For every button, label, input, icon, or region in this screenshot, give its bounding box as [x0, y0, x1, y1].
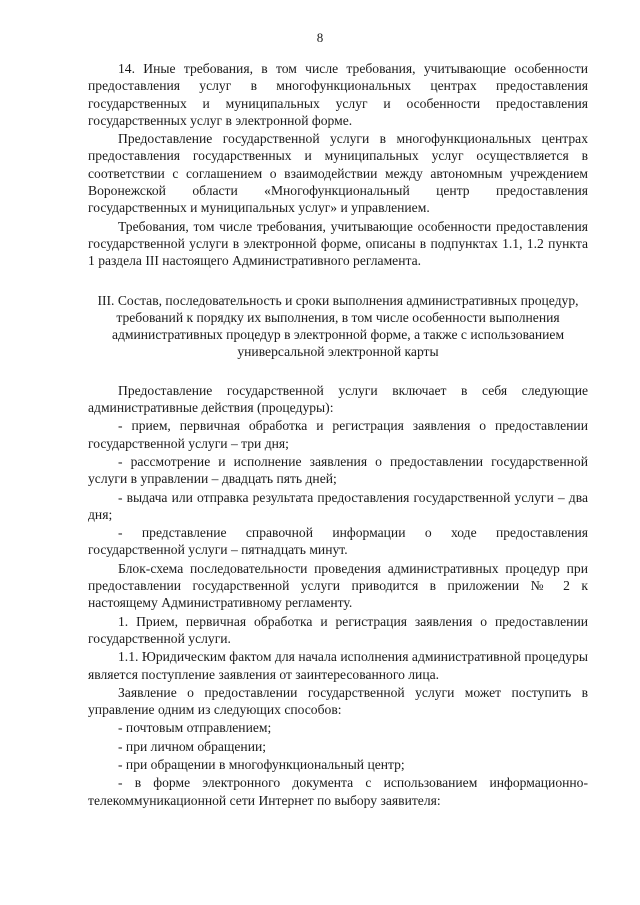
list-item-method: - почтовым отправлением;: [118, 720, 272, 736]
section-title: III. Состав, последовательность и сроки выполнения административных процедур, требований к порядку их выполнения, в том числе особенности выполнения административных процедур в электронной форме, а также с использованием универсальной электронной карты: [97, 292, 579, 360]
paragraph-submission-methods: Заявление о предоставлении государственной услуги может поступить в управление одним из следующих способов:: [88, 684, 588, 718]
list-item-method: - при личном обращении;: [118, 738, 267, 754]
paragraph-requirements-heading: 14. Иные требования, в том числе требования, учитывающие особенности предоставления услуг в многофункциональных центрах предоставления государственных и муниципальных услуг и особенности предоставления государственных услуг в электронной форме.: [88, 61, 588, 128]
paragraph-mfc: Предоставление государственной услуги в многофункциональных центрах предоставления государственных и муниципальных услуг осуществляется в соответствии с соглашением о взаимодействии между автономным учреждением Воронежской области «Многофункциональный центр предоставления государственных и муниципальных услуг» и управлением.: [88, 131, 588, 216]
list-item-procedure: - представление справочной информации о ходе предоставления государственной услуги – пятнадцать минут.: [88, 525, 588, 558]
paragraph-subsection-1-1: 1.1. Юридическим фактом для начала исполнения административной процедуры является поступление заявления от заинтересованного лица.: [88, 649, 588, 682]
list-item-method: - в форме электронного документа с использованием информационно-телекоммуникационной сети Интернет по выбору заявителя:: [88, 775, 588, 808]
page-number: 8: [316, 30, 324, 45]
paragraph-procedures-intro: Предоставление государственной услуги включает в себя следующие административные действия (процедуры):: [88, 382, 588, 416]
document-body: [88, 60, 588, 809]
paragraph-flowchart: Блок-схема последовательности проведения административных процедур при предоставлении государственной услуги приводится в приложении № 2 к настоящему Административному регламенту.: [88, 560, 588, 611]
paragraph-subsection-1: 1. Прием, первичная обработка и регистрация заявления о предоставлении государственной услуги.: [88, 613, 588, 646]
list-item-procedure: - рассмотрение и исполнение заявления о предоставлении государственной услуги в управлении – двадцать пять дней;: [88, 453, 588, 487]
list-item-procedure: - выдача или отправка результата предоставления государственной услуги – два дня;: [88, 489, 588, 522]
paragraph-electronic-requirements: Требования, том числе требования, учитывающие особенности предоставления государственной услуги в электронной форме, описаны в подпунктах 1.1, 1.2 пункта 1 раздела III настоящего Административного регламента.: [88, 218, 588, 269]
list-item-method: - при обращении в многофункциональный центр;: [118, 756, 405, 772]
list-item-procedure: - прием, первичная обработка и регистрация заявления о предоставлении государственной услуги – три дня;: [88, 418, 588, 451]
